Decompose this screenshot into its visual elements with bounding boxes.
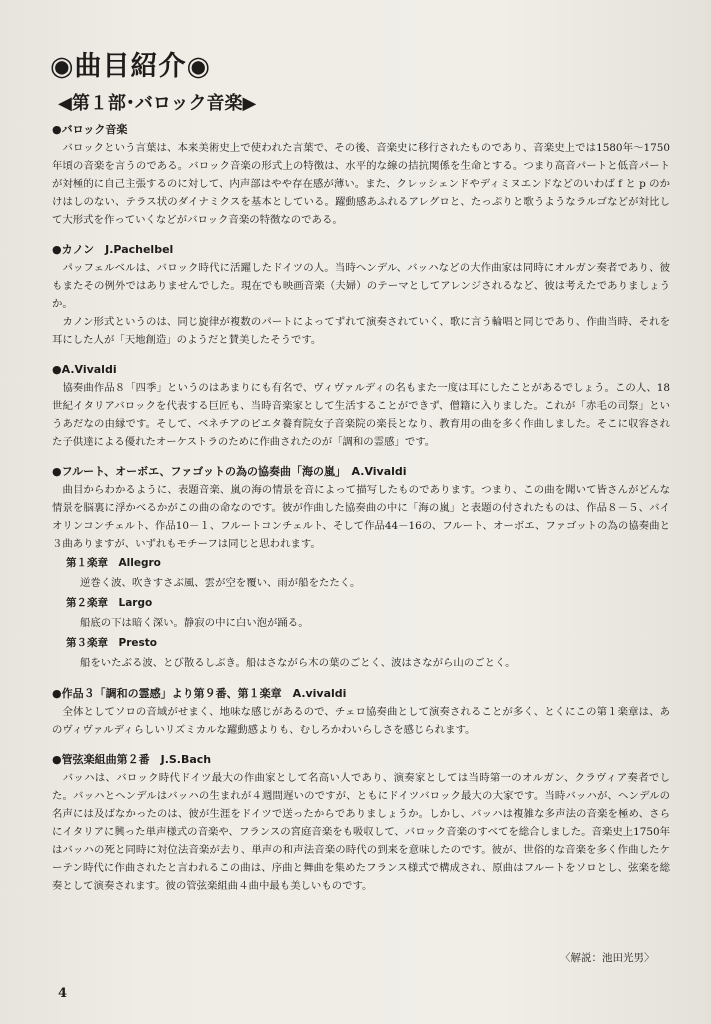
section-vivaldi [52,361,670,451]
section-canon [52,241,670,349]
section-paragraph: 曲目からわかるように、表題音楽、嵐の海の情景を音によって描写したものであります。つまり、この曲を聞いて皆さんがどんな情景を脳裏に浮かべるかがこの曲の命なのです。彼が作曲した協奏曲の中に「海の嵐」と表題の付されたものは、作品８－５、バイオリンコンチェルト、作品10－１、フルートコンチェルト、そして作品44－16の、フルート、オーボエ、ファゴットの為の協奏曲と３曲ありますが、いずれもモチーフは同じと思われます。 [52,484,670,550]
movement-description: 船をいたぶる波、とび散るしぶき。船はさながら木の葉のごとく、波はさながら山のごとく。 [80,657,516,669]
movement-description: 船底の下は暗く深い。静寂の中に白い泡が踊る。 [80,617,309,629]
section-paragraph: 全体としてソロの音域がせまく、地味な感じがあるので、チェロ協奏曲として演奏されることが多く、とくにこの第１楽章は、あのヴィヴァルディらしいリズミカルな躍動感よりも、むしろかわいらしさを感じられます。 [52,706,670,736]
section-paragraph: カノン形式というのは、同じ旋律が複数のパートによってずれて演奏されていく、歌に言う輪唱と同じであり、作曲当時、それを耳にした人が「天地創造」のようだと賛美したそうです。 [52,316,670,346]
section-bach-suite [52,751,670,895]
page-number: 4 [58,986,68,1001]
section-heading: ●フルート、オーボエ、ファゴットの為の協奏曲「海の嵐」 A.Vivaldi [52,465,407,478]
section-heading: ●A.Vivaldi [52,363,117,376]
movement-heading: 第２楽章 Largo [66,597,153,609]
section-la-tempesta-di-mare [52,463,670,673]
page-title: ◉曲目紹介◉ [50,51,212,82]
part-subtitle: ◀第１部･バロック音楽▶ [58,93,257,114]
section-heading: ●バロック音楽 [52,123,128,136]
section-heading: ●管弦楽組曲第２番 J.S.Bach [52,753,212,766]
section-lestro-armonico [52,685,670,739]
movement-description: 逆巻く波、吹きすさぶ風、雲が空を覆い、雨が船をたたく。 [80,577,361,589]
section-paragraph: バッハは、バロック時代ドイツ最大の作曲家として名高い人であり、演奏家としては当時第一のオルガン、クラヴィア奏者でした。バッハとヘンデルはバッハの生まれが４週間遅いのですが、ともにドイツバロック最大の大家です。当時バッハが、ヘンデルの名声には及ばなかったのは、彼が生涯をドイツで送ったからでありましょうか。しかし、バッハは複雑な多声法の音楽を極め、さらにイタリアに興った単声様式の音楽や、フランスの宮庭音楽をも吸収して、バロック音楽のすべてを総合しました。音楽史上1750年はバッハの死と同時に対位法音楽が去り、単声の和声法音楽の時代の到来を意味したのです。彼が、世俗的な音楽を多く作曲したケーテン時代に作曲されたと言われるこの曲は、序曲と舞曲を集めたフランス様式で構成され、原曲はフルートをソロとし、弦楽を総奏として演奏されます。彼の管弦楽組曲４曲中最も美しいものです。 [52,772,670,892]
movement-heading: 第１楽章 Allegro [66,557,161,569]
section-baroque-music [52,121,670,229]
section-paragraph: バロックという言葉は、本来美術史上で使われた言葉で、その後、音楽史に移行されたものであり、音楽史上では1580年〜1750年頃の音楽を言うのである。バロック音楽の形式上の特徴は、水平的な線の拮抗関係を生命とする。つまり高音パートと低音パートが対極的に自己主張するのに対して、内声部はやや存在感が薄い。また、クレッシェンドやディミヌエンドなどのいわば f と p のかけはしのない、テラス状のダイナミクスを基本としている。躍動感あふれるアレグロと、たっぷりと歌うようなラルゴなどが対比して大形式を作っていくなどがバロック音楽の特徴なのである。 [52,142,670,226]
section-heading: ●作品３「調和の霊感」より第９番、第１楽章 A.vivaldi [52,687,347,700]
section-paragraph: 協奏曲作品８「四季」というのはあまりにも有名で、ヴィヴァルディの名もまた一度は耳にしたことがあるでしょう。この人、18世紀イタリアバロックを代表する巨匠も、当時音楽家として生活することができず、僧籍に入りました。これが「赤毛の司祭」というあだなの由縁です。そして、ベネチアのピエタ養育院女子音楽院の楽長となり、教育用の曲を多く作曲しました。そこに収容された子供達による優れたオーケストラのために作曲されたのが「調和の霊感」です。 [52,382,670,448]
commentary-credit: 〈解説：池田光男〉 [560,952,655,964]
section-paragraph: パッフェルベルは、バロック時代に活躍したドイツの人。当時ヘンデル、バッハなどの大作曲家は同時にオルガン奏者であり、彼もまたその例外ではありませんでした。現在でも映画音楽（夫婦）のテーマとしてアレンジされるなど、彼は考えたでありましょうか。 [52,262,670,310]
program-notes [52,121,670,907]
movement-heading: 第３楽章 Presto [66,637,157,649]
section-heading: ●カノン J.Pachelbel [52,243,174,256]
